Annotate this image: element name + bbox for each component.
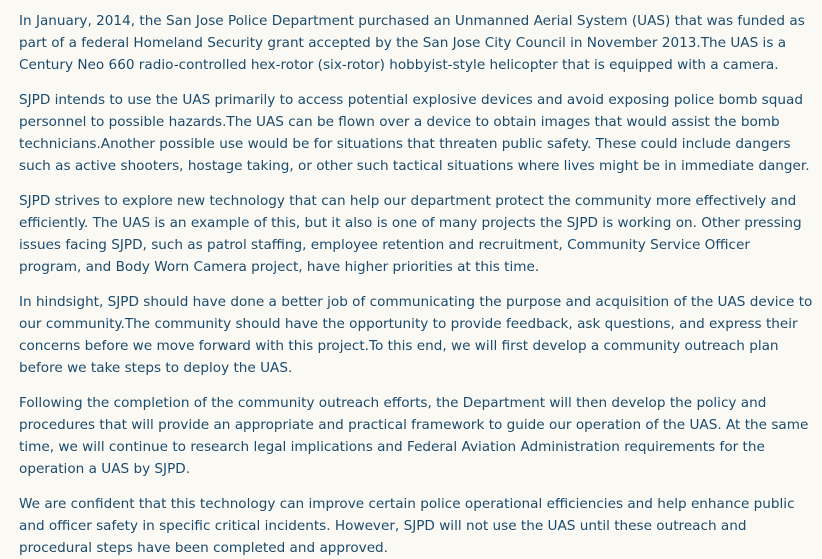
paragraph-confidence: We are confident that this technology can improve certain police operational efficiencies and help enhance public and officer safety in specific critical incidents. However, SJPD will not use the UAS until these outreach and procedural steps have been completed and approved. — [19, 496, 795, 556]
paragraph-hindsight: In hindsight, SJPD should have done a better job of communicating the purpose and acquisition of the UAS device to our community.The community should have the opportunity to provide feedback, ask questions, and express their concerns before we move forward with this project.To this end, we will first develop a community outreach plan before we take steps to deploy the UAS. — [19, 294, 813, 376]
paragraph-policy-development: Following the completion of the community outreach efforts, the Department will then develop the policy and procedures that will provide an appropriate and practical framework to guide our operation of the UAS. At the same time, we will continue to research legal implications and Federal Aviation Administration requirements for the operation a UAS by SJPD. — [19, 395, 809, 477]
paragraph-uas-purchase: In January, 2014, the San Jose Police Department purchased an Unmanned Aerial System (UAS) that was funded as part of a federal Homeland Security grant accepted by the San Jose City Council in November 2013.The UAS is a Century Neo 660 radio-controlled hex-rotor (six-rotor) hobbyist-style helicopter that is equipped with a camera. — [19, 13, 805, 73]
paragraph-new-technology: SJPD strives to explore new technology that can help our department protect the community more effectively and efficiently. The UAS is an example of this, but it also is one of many projects the SJPD is working on. Other pressing issues facing SJPD, such as patrol staffing, employee retention and recruitment, Community Service Officer program, and Body Worn Camera project, have higher priorities at this time. — [19, 193, 802, 275]
paragraph-intended-use: SJPD intends to use the UAS primarily to access potential explosive devices and avoid exposing police bomb squad personnel to possible hazards.The UAS can be flown over a device to obtain images that would assist the bomb technicians.Another possible use would be for situations that threaten public safety. These could include dangers such as active shooters, hostage taking, or other such tactical situations where lives might be in immediate danger. — [19, 92, 810, 174]
